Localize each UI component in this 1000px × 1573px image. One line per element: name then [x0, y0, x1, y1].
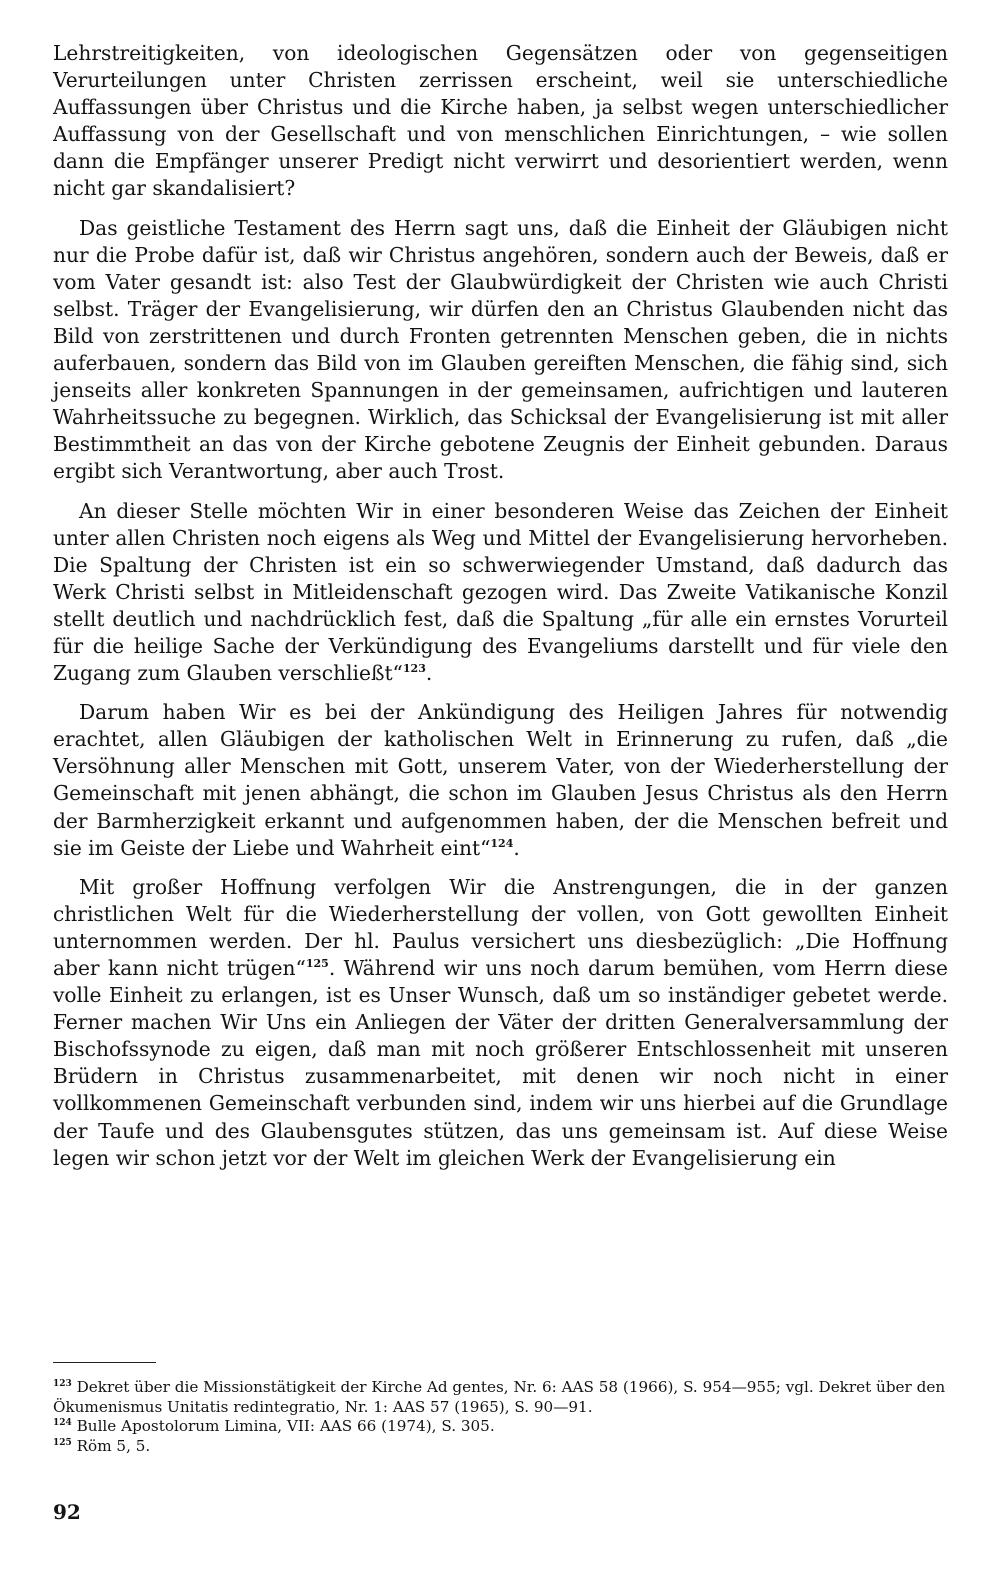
paragraph-text: Lehrstreitigkeiten, von ideologischen Gegensätzen oder von gegenseitigen Verurteilungen unter Christen zerrissen erscheint, weil sie unterschiedliche Auffassungen über Christus und die Kirche haben, ja selbst wegen unterschiedlicher Auffassung von der Gesellschaft und von menschlichen Einrichtungen, – wie sollen dann die Empfänger unserer Predigt nicht verwirrt und desorientiert werden, wenn nicht gar skandalisiert? — [53, 41, 948, 201]
footnote-number: 124 — [53, 1418, 72, 1428]
paragraph-text: An dieser Stelle möchten Wir in einer besonderen Weise das Zeichen der Einheit unter allen Christen noch eigens als Weg und Mittel der Evangelisierung hervorheben. Die Spaltung der Christen ist ein so schwerwiegender Umstand, daß dadurch das Werk Christi selbst in Mitleidenschaft gezogen wird. Das Zweite Vatikanische Konzil stellt deutlich und nachdrücklich fest, daß die Spaltung „für alle ein ernstes Vorurteil für die heilige Sache der Verkündigung des Evangeliums darstellt und für viele den Zugang zum Glauben verschließt“ — [53, 498, 948, 686]
paragraph — [53, 215, 948, 486]
body-text — [53, 40, 948, 1172]
page-number: 92 — [53, 1500, 81, 1524]
footnote-marker: 124 — [490, 836, 514, 850]
paragraph-text: Darum haben Wir es bei der Ankündigung des Heiligen Jahres für notwendig erachtet, allen Gläubigen der katholischen Welt in Erinnerung zu rufen, daß „die Versöhnung aller Menschen mit Gott, unserem Vater, von der Wiederherstellung der Gemeinschaft mit jenen abhängt, die schon im Glauben Jesus Christus als den Herrn der Barmherzigkeit erkannt und aufgenommen haben, der die Menschen befreit und sie im Geiste der Liebe und Wahrheit eint“ — [53, 700, 948, 860]
paragraph — [53, 699, 948, 862]
footnote-text: Dekret über die Missionstätigkeit der Kirche Ad gentes, Nr. 6: AAS 58 (1966), S. 954—955; vgl. Dekret über den Ökumenismus Unitatis redintegratio, Nr. 1: AAS 57 (1965), S. 90—91. — [53, 1378, 946, 1416]
paragraph — [53, 874, 948, 1172]
paragraph-text-tail: . — [425, 661, 433, 686]
footnote-divider — [53, 1362, 156, 1363]
page-content — [53, 40, 948, 1184]
paragraph — [53, 498, 948, 688]
footnote — [53, 1437, 948, 1457]
footnote-number: 123 — [53, 1379, 72, 1389]
footnote-marker: 125 — [305, 957, 329, 970]
footnote — [53, 1417, 948, 1437]
paragraph-text: Das geistliche Testament des Herrn sagt uns, daß die Einheit der Gläubigen nicht nur die Probe dafür ist, daß wir Christus angehören, sondern auch der Beweis, daß er vom Vater gesandt ist: also Test der Glaubwürdigkeit der Christen wie auch Christi selbst. Träger der Evangelisierung, wir dürfen den an Christus Glaubenden nicht das Bild von zerstrittenen und durch Fronten getrennten Menschen geben, die in nichts auferbauen, sondern das Bild von im Glauben gereiften Menschen, die fähig sind, sich jenseits aller konkreten Spannungen in der gemeinsamen, aufrichtigen und lauteren Wahrheitssuche zu begegnen. Wirklich, das Schicksal der Evangelisierung ist mit aller Bestimmtheit an das von der Kirche gebotene Zeugnis der Einheit gebunden. Daraus ergibt sich Verantwortung, aber auch Trost. — [53, 215, 948, 484]
footnote-text: Bulle Apostolorum Limina, VII: AAS 66 (1974), S. 305. — [76, 1417, 495, 1435]
paragraph-text-tail: . Während wir uns noch darum bemühen, vom Herrn diese volle Einheit zu erlangen, ist es Unser Wunsch, daß um so inständiger gebetet werde. Ferner machen Wir Uns ein Anliegen der Väter der dritten Generalversammlung der Bischofssynode zu eigen, daß man mit noch größerer Entschlossenheit mit unseren Brüdern in Christus zusammenarbeitet, mit denen wir noch nicht in einer vollkommenen Gemeinschaft verbunden sind, indem wir uns hierbei auf die Grundlage der Taufe und des Glaubensgutes stützen, das uns gemeinsam ist. Auf diese Weise legen wir schon jetzt vor der Welt im gleichen Werk der Evangelisierung ein — [53, 956, 948, 1170]
footnotes — [53, 1378, 948, 1456]
footnote — [53, 1378, 948, 1417]
paragraph — [53, 40, 948, 203]
footnote-number: 125 — [53, 1437, 72, 1448]
footnote-marker: 123 — [402, 662, 426, 676]
paragraph-text-tail: . — [513, 835, 520, 860]
footnote-text: Röm 5, 5. — [76, 1436, 151, 1455]
paragraph-text: Mit großer Hoffnung verfolgen Wir die Anstrengungen, die in der ganzen christlichen Welt für die Wiederherstellung der vollen, von Gott gewollten Einheit unternommen werden. Der hl. Paulus versichert uns diesbezüglich: „Die Hoffnung aber kann nicht trügen“ — [53, 874, 948, 980]
